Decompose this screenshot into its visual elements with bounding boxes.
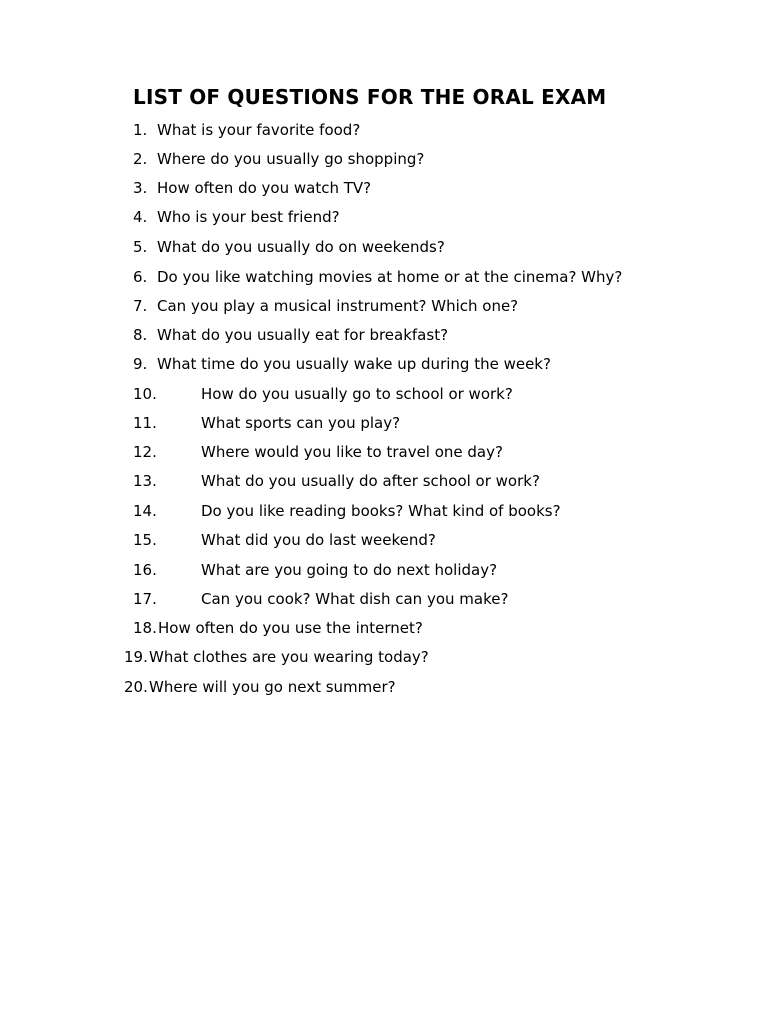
- question-text: What time do you usually wake up during the week?: [157, 355, 551, 373]
- question-number: 9.: [133, 355, 148, 373]
- question-text: How do you usually go to school or work?: [201, 385, 513, 403]
- question-text: What are you going to do next holiday?: [201, 561, 498, 579]
- question-text: What did you do last weekend?: [201, 531, 436, 549]
- question-text: What sports can you play?: [201, 414, 401, 432]
- question-number: 1.: [133, 121, 148, 139]
- question-number: 14.: [133, 502, 157, 520]
- question-text: How often do you watch TV?: [157, 179, 372, 197]
- question-text: Where would you like to travel one day?: [201, 443, 503, 461]
- question-number: 6.: [133, 268, 148, 286]
- question-number: 20.: [124, 678, 148, 696]
- question-number: 15.: [133, 531, 157, 549]
- question-number: 11.: [133, 414, 157, 432]
- question-number: 18.: [133, 619, 157, 637]
- question-number: 17.: [133, 590, 157, 608]
- question-text: What do you usually do after school or work?: [201, 472, 540, 490]
- question-text: Where will you go next summer?: [149, 678, 396, 696]
- question-number: 8.: [133, 326, 148, 344]
- question-text: What do you usually do on weekends?: [157, 238, 445, 256]
- question-number: 4.: [133, 208, 148, 226]
- question-number: 3.: [133, 179, 148, 197]
- question-text: Can you play a musical instrument? Which one?: [157, 297, 519, 315]
- question-number: 5.: [133, 238, 148, 256]
- question-text: What clothes are you wearing today?: [149, 648, 429, 666]
- question-text: What is your favorite food?: [157, 121, 361, 139]
- question-number: 2.: [133, 150, 148, 168]
- question-text: What do you usually eat for breakfast?: [157, 326, 449, 344]
- question-text: Who is your best friend?: [157, 208, 340, 226]
- question-number: 13.: [133, 472, 157, 490]
- question-number: 19.: [124, 648, 148, 666]
- question-text: Do you like reading books? What kind of books?: [201, 502, 561, 520]
- question-number: 16.: [133, 561, 157, 579]
- question-text: Where do you usually go shopping?: [157, 150, 425, 168]
- question-text: How often do you use the internet?: [158, 619, 423, 637]
- question-number: 10.: [133, 385, 157, 403]
- document-title: LIST OF QUESTIONS FOR THE ORAL EXAM: [133, 85, 607, 109]
- question-number: 12.: [133, 443, 157, 461]
- question-text: Can you cook? What dish can you make?: [201, 590, 509, 608]
- question-number: 7.: [133, 297, 148, 315]
- question-text: Do you like watching movies at home or at the cinema? Why?: [157, 268, 623, 286]
